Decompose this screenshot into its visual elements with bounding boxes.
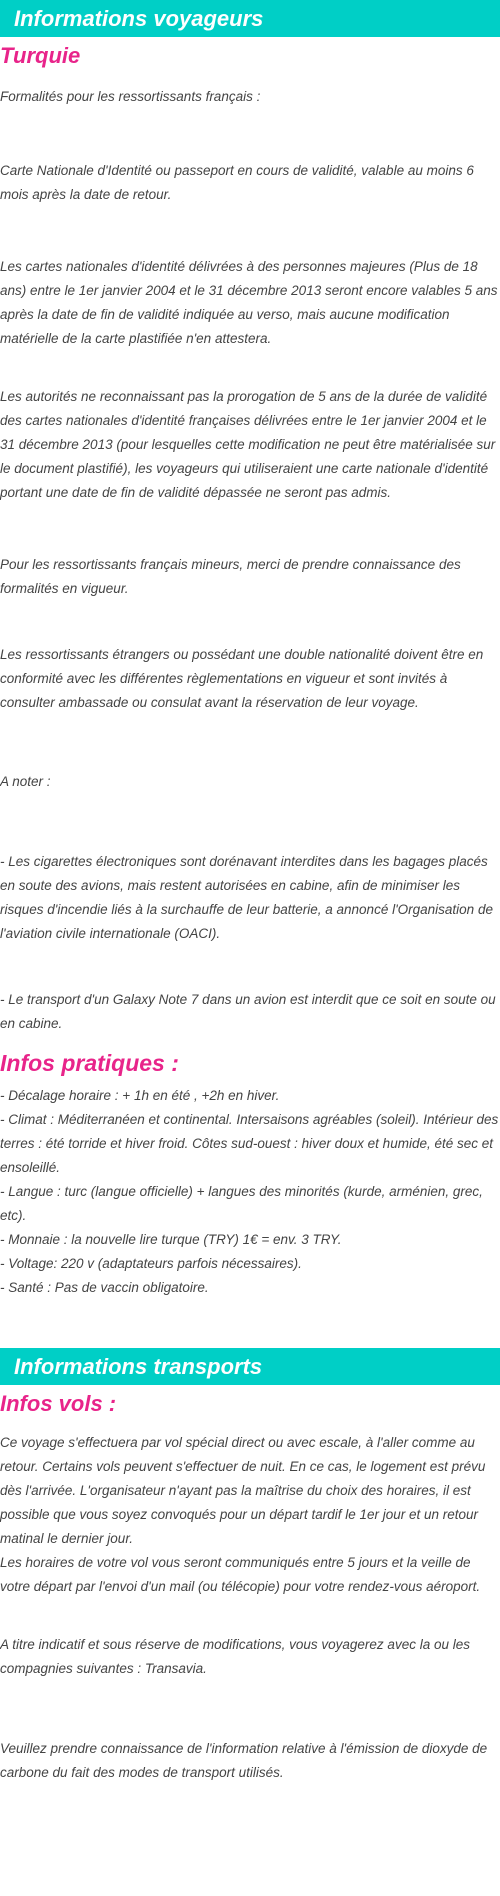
list-item: - Décalage horaire : + 1h en été , +2h en hiver. — [0, 1088, 280, 1103]
galaxy-note-paragraph: - Le transport d'un Galaxy Note 7 dans un avion est interdit que ce soit en soute ou en cabine. — [0, 992, 496, 1031]
list-item: - Monnaie : la nouvelle lire turque (TRY) 1€ = env. 3 TRY. — [0, 1232, 342, 1247]
flights-title: Infos vols : — [0, 1391, 117, 1416]
id-card-requirement: Carte Nationale d'Identité ou passeport en cours de validité, valable au moins 6 mois après la date de retour. — [0, 163, 474, 202]
foreigners-paragraph: Les ressortissants étrangers ou possédant une double nationalité doivent être en conformité avec les différentes règlementations en vigueur et sont invités à consulter ambassade ou consulat avant la réservation de leur voyage. — [0, 647, 484, 710]
practical-info-section — [0, 1046, 500, 1300]
practical-info-title: Infos pratiques : — [0, 1050, 179, 1076]
id-card-extension-paragraph: Les cartes nationales d'identité délivrées à des personnes majeures (Plus de 18 ans) entre le 1er janvier 2004 et le 31 décembre 2013 seront encore valables 5 ans après la date de fin de validité indiquée au verso, mais aucune modification matérielle de la carte plastifiée n'en attestera. — [0, 259, 498, 346]
flights-times-info: Les horaires de votre vol vous seront communiqués entre 5 jours et la veille de votre départ par l'envoi d'un mail (ou télécopie) pour votre rendez-vous aéroport. — [0, 1555, 481, 1594]
transports-section-title: Informations transports — [0, 1348, 500, 1385]
travelers-section-title: Informations voyageurs — [0, 0, 500, 37]
practical-info-list — [0, 1084, 500, 1300]
flights-schedule-info: Ce voyage s'effectuera par vol spécial direct ou avec escale, à l'aller comme au retour. Certains vols peuvent s'effectuer de nuit. En ce cas, le logement est prévu dès l'arrivée. L'organisateur n'ayant pas la maîtrise du choix des horaires, il est possible que vous soyez convoqués pour un départ tardif le 1er jour et un retour matinal le dernier jour. — [0, 1435, 486, 1546]
airlines-paragraph: A titre indicatif et sous réserve de modifications, vous voyagerez avec la ou les compagnies suivantes : Transavia. — [0, 1637, 470, 1676]
country-heading: Turquie — [0, 43, 81, 68]
minors-paragraph: Pour les ressortissants français mineurs, merci de prendre connaissance des formalités en vigueur. — [0, 557, 461, 596]
flights-paragraph — [0, 1431, 500, 1599]
note-label: A noter : — [0, 774, 51, 789]
co2-paragraph: Veuillez prendre connaissance de l'information relative à l'émission de dioxyde de carbone du fait des modes de transport utilisés. — [0, 1741, 488, 1780]
authorities-paragraph: Les autorités ne reconnaissant pas la prorogation de 5 ans de la durée de validité des cartes nationales d'identité françaises délivrées entre le 1er janvier 2004 et le 31 décembre 2013 (pour lesquelles cette modification ne peut être matérialisée sur le document plastifié), les voyageurs qui utiliseraient une carte nationale d'identité portant une date de fin de validité dépassée ne seront pas admis. — [0, 389, 496, 500]
list-item: - Santé : Pas de vaccin obligatoire. — [0, 1280, 209, 1295]
e-cigarette-note: - Les cigarettes électroniques sont dorénavant interdites dans les bagages placés en soute des avions, mais restent autorisées en cabine, afin de minimiser les risques d'incendie liés à la surchauffe de leur batterie, a annoncé l'Organisation de l'aviation civile internationale (OACI). — [0, 854, 493, 941]
formalities-intro: Formalités pour les ressortissants français : — [0, 89, 261, 104]
list-item: - Climat : Méditerranéen et continental. Intersaisons agréables (soleil). Intérieur des terres : été torride et hiver froid. Côtes sud-ouest : hiver doux et humide, été sec et ensoleillé. — [0, 1112, 499, 1175]
transports-section — [0, 1348, 500, 1785]
list-item: - Voltage: 220 v (adaptateurs parfois nécessaires). — [0, 1256, 302, 1271]
list-item: - Langue : turc (langue officielle) + langues des minorités (kurde, arménien, grec, etc). — [0, 1184, 483, 1223]
